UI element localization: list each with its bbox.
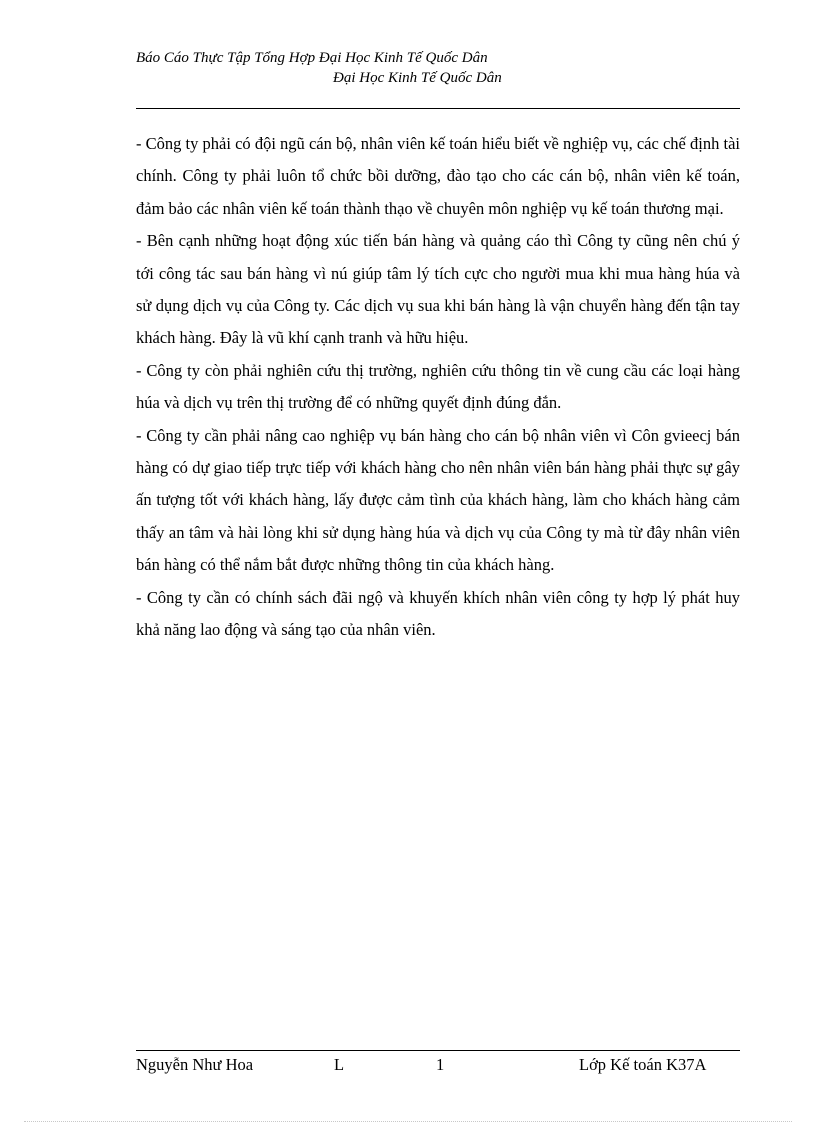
paragraph-after-sales: - Bên cạnh những hoạt động xúc tiến bán hàng và quảng cáo thì Công ty cũng nên chú ý tới công tác sau bán hàng vì nú giúp tâm lý tích cực cho người mua khi mua hàng húa và sử dụng dịch vụ của Công ty. Các dịch vụ sua khi bán hàng là vận chuyển hàng đến tận tay khách hàng. Đây là vũ khí cạnh tranh và hữu hiệu. [136,231,740,348]
footer-class: Lớp Kế toán K37A [579,1055,707,1074]
footer-mark: L [334,1055,345,1074]
header-title: Báo Cáo Thực Tập Tổng Hợp Đại Học Kinh Tế Quốc Dân [136,50,488,66]
footer-author: Nguyễn Như Hoa [136,1055,254,1074]
page-number: 1 [436,1055,445,1074]
page-header [136,48,740,88]
paragraph-accounting-staff: - Công ty phải có đội ngũ cán bộ, nhân viên kế toán hiểu biết về nghiệp vụ, các chế định tài chính. Công ty phải luôn tổ chức bồi dưỡng, đào tạo cho các cán bộ, nhân viên kế toán, đảm bảo các nhân viên kế toán thành thạo về chuyên môn nghiệp vụ kế toán thương mại. [136,134,740,218]
header-subtitle: Đại Học Kinh Tế Quốc Dân [333,70,502,86]
header-divider [136,108,740,109]
paragraph-sales-skills: - Công ty cần phải nâng cao nghiệp vụ bán hàng cho cán bộ nhân viên vì Côn gvieecj bán hàng có dự giao tiếp trực tiếp với khách hàng cho nên nhân viên bán hàng phải thực sự gây ấn tượng tốt với khách hàng, lấy được cảm tình của khách hàng, làm cho khách hàng cảm thấy an tâm và hài lòng khi sử dụng hàng húa và dịch vụ của Công ty mà từ đây nhân viên bán hàng có thể nắm bắt được những thông tin của khách hàng. [136,425,740,575]
document-body [136,128,740,647]
paragraph-incentives: - Công ty cần có chính sách đãi ngộ và khuyến khích nhân viên công ty hợp lý phát huy khả năng lao động và sáng tạo của nhân viên. [136,587,740,640]
page-bottom-border [24,1121,792,1122]
footer-divider [136,1050,740,1051]
paragraph-market-research: - Công ty còn phải nghiên cứu thị trường, nghiên cứu thông tin về cung cầu các loại hàng húa và dịch vụ trên thị trường để có những quyết định đúng đắn. [136,360,740,413]
